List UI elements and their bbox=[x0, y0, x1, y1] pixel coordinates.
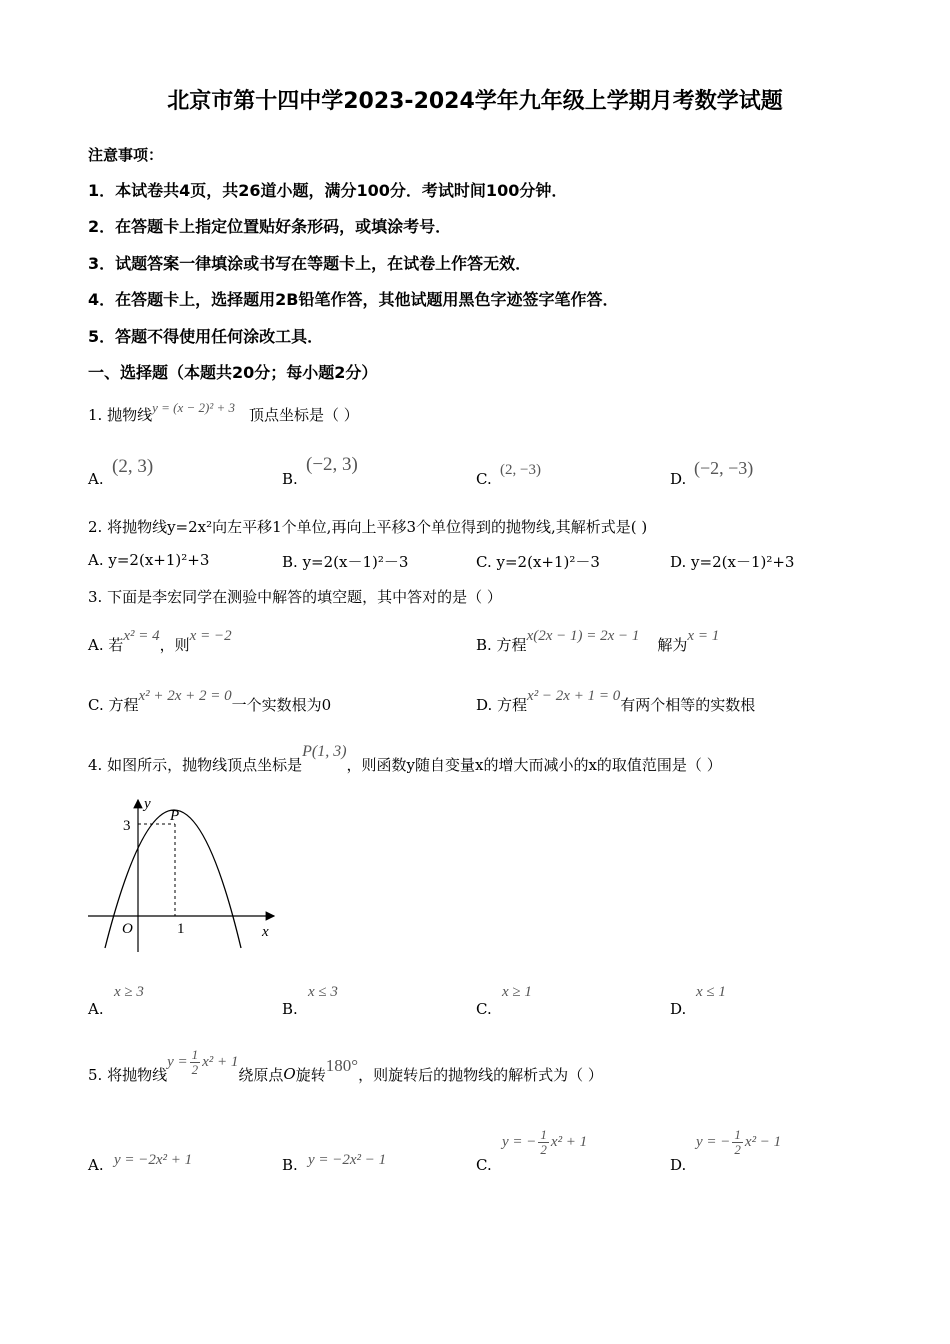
q5-option-a-value: y = −2x² + 1 bbox=[114, 1152, 193, 1168]
q1-option-d-label: D. bbox=[670, 470, 687, 488]
q5-option-b-label: B. bbox=[282, 1156, 298, 1174]
q1-option-b-label: B. bbox=[282, 470, 298, 488]
q1-option-d-value: (−2, −3) bbox=[694, 458, 754, 478]
question-3: 3. 下面是李宏同学在测验中解答的填空题，其中答对的是（ ） bbox=[88, 588, 502, 606]
parabola-graph bbox=[86, 792, 286, 952]
q1-suffix: 顶点坐标是（ ） bbox=[249, 406, 359, 424]
q4-option-b-label: B. bbox=[282, 1000, 298, 1018]
q4-option-c-label: C. bbox=[476, 1000, 492, 1018]
q5-option-a-label: A. bbox=[88, 1156, 104, 1174]
q4-option-d-value: x ≤ 1 bbox=[696, 984, 726, 1000]
q4-option-b-value: x ≤ 3 bbox=[308, 984, 338, 1000]
q1-option-a-label: A. bbox=[88, 470, 104, 488]
q4-option-a-label: A. bbox=[88, 1000, 104, 1018]
q1-option-c-value: (2, −3) bbox=[500, 462, 541, 478]
x-tick-label: 1 bbox=[177, 921, 185, 937]
question-5: 5. 将抛物线 y = $\frac{1}{2}$ x² + 1 绕原点 O 旋转 180° ，则旋转后的抛物线的解析式为（ ） bbox=[88, 1046, 603, 1084]
q3-option-d: D. 方程x² − 2x + 1 = 0有两个相等的实数根 bbox=[476, 688, 756, 714]
q5-option-c-label: C. bbox=[476, 1156, 492, 1174]
notes-heading: 注意事项： bbox=[88, 146, 164, 164]
x-axis-label: x bbox=[262, 924, 269, 940]
q2-option-b: B. y=2(x－1)²－3 bbox=[282, 553, 409, 571]
y-axis-label: y bbox=[144, 796, 151, 812]
q3-option-b: B. 方程x(2x − 1) = 2x − 1 解为x = 1 bbox=[476, 628, 720, 654]
y-tick-label: 3 bbox=[123, 818, 131, 834]
q1-option-a-value: (2, 3) bbox=[112, 456, 154, 477]
q1-option-c-label: C. bbox=[476, 470, 492, 488]
note-item: 1．本试卷共4页，共26道小题，满分100分．考试时间100分钟． bbox=[88, 181, 568, 200]
note-item: 4．在答题卡上，选择题用2B铅笔作答，其他试题用黑色字迹签字笔作答． bbox=[88, 290, 619, 309]
q2-option-d: D. y=2(x－1)²+3 bbox=[670, 553, 795, 571]
q4-option-a-value: x ≥ 3 bbox=[114, 984, 144, 1000]
q1-option-b-value: (−2, 3) bbox=[306, 454, 358, 475]
q4-option-c-value: x ≥ 1 bbox=[502, 984, 532, 1000]
q5-option-d-value: y = − $\frac{1}{2}$ x² − 1 bbox=[696, 1127, 782, 1157]
question-4: 4. 如图所示，抛物线顶点坐标是P(1, 3)，则函数y随自变量x的增大而减小的x的取值范围是（ ） bbox=[88, 743, 722, 774]
q2-option-a: A. y=2(x+1)²+3 bbox=[88, 551, 210, 569]
origin-label: O bbox=[122, 921, 133, 937]
q5-fraction: $\frac{1}{2}$ bbox=[191, 1046, 199, 1077]
q4-option-d-label: D. bbox=[670, 1000, 687, 1018]
question-1 bbox=[88, 400, 359, 425]
q5-option-b-value: y = −2x² − 1 bbox=[308, 1152, 387, 1168]
q1-prefix: 1. 抛物线 bbox=[88, 406, 153, 424]
note-item: 2．在答题卡上指定位置贴好条形码，或填涂考号． bbox=[88, 217, 452, 236]
q1-formula: y = (x − 2)² + 3 bbox=[152, 400, 236, 415]
vertex-label: P bbox=[170, 808, 180, 824]
q5-option-d-label: D. bbox=[670, 1156, 687, 1174]
page-title: 北京市第十四中学2023-2024学年九年级上学期月考数学试题 bbox=[167, 89, 783, 114]
q4-point: P(1, 3) bbox=[302, 743, 347, 760]
note-item: 3．试题答案一律填涂或书写在等题卡上，在试卷上作答无效． bbox=[88, 254, 532, 273]
section-heading: 一、选择题（本题共20分；每小题2分） bbox=[88, 363, 378, 382]
q5-option-c-value: y = − $\frac{1}{2}$ x² + 1 bbox=[502, 1127, 588, 1157]
note-item: 5．答题不得使用任何涂改工具． bbox=[88, 327, 324, 346]
q3-option-c: C. 方程x² + 2x + 2 = 0一个实数根为0 bbox=[88, 688, 332, 714]
q3-option-a: A. 若x² = 4，则x = −2 bbox=[88, 628, 232, 654]
q2-option-c: C. y=2(x+1)²－3 bbox=[476, 553, 600, 571]
question-2: 2. 将抛物线y=2x²向左平移1个单位,再向上平移3个单位得到的抛物线,其解析式是( ) bbox=[88, 518, 648, 536]
